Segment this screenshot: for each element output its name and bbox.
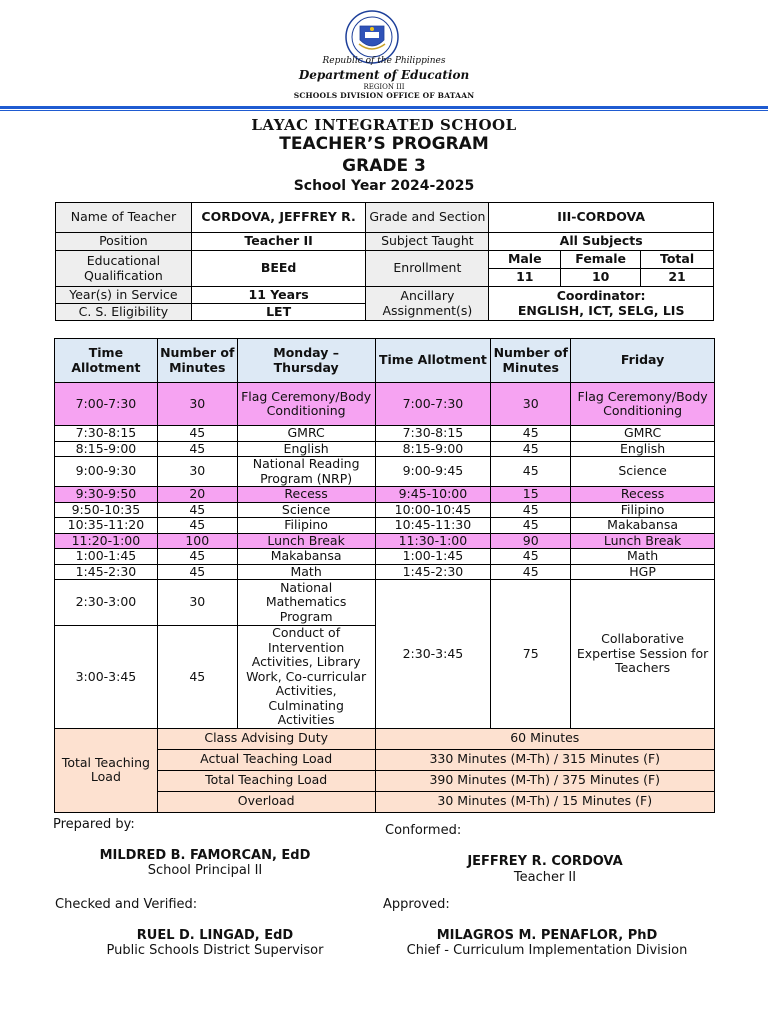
subject-cell: Lunch Break [237, 533, 375, 549]
time-cell: 10:00-10:45 [375, 502, 491, 518]
time-cell: 8:15-9:00 [55, 441, 158, 457]
minutes-cell: 30 [157, 383, 237, 426]
time-cell: 7:00-7:30 [375, 383, 491, 426]
ancillary-title: Coordinator: [556, 288, 646, 303]
table-row [55, 441, 715, 457]
minutes-cell: 45 [157, 564, 237, 580]
time-cell: 11:20-1:00 [55, 533, 158, 549]
eligibility-label: C. S. Eligibility [56, 304, 192, 321]
subject-cell: Math [571, 549, 715, 565]
minutes-cell: 45 [491, 564, 571, 580]
school-name: LAYAC INTEGRATED SCHOOL [251, 116, 517, 134]
approved-label: Approved: [383, 897, 450, 912]
minutes-cell: 100 [157, 533, 237, 549]
minutes-cell: 45 [491, 502, 571, 518]
minutes-cell: 45 [491, 549, 571, 565]
ancillary-value: ENGLISH, ICT, SELG, LIS [517, 302, 685, 318]
teacher-info-table [55, 202, 714, 321]
region-line: REGION III [363, 83, 405, 91]
grade-title: GRADE 3 [342, 156, 426, 176]
prepared-label: Prepared by: [53, 817, 135, 832]
table-row [55, 457, 715, 487]
female-value: 10 [561, 269, 641, 287]
minutes-cell: 30 [157, 457, 237, 487]
position-label: Position [56, 233, 192, 251]
years-value: 11 Years [191, 287, 366, 304]
minutes-cell: 45 [491, 426, 571, 442]
minutes-cell: 75 [491, 580, 571, 729]
position-value: Teacher II [191, 233, 366, 251]
minutes-cell: 90 [491, 533, 571, 549]
time-cell: 9:30-9:50 [55, 487, 158, 503]
total-teaching-load-label: Total Teaching Load [55, 728, 158, 812]
ancillary-value-cell [489, 287, 714, 321]
qualification-value: BEEd [191, 251, 366, 287]
totals-row-value: 330 Minutes (M-Th) / 315 Minutes (F) [375, 749, 714, 770]
time-cell: 11:30-1:00 [375, 533, 491, 549]
time-cell: 9:00-9:30 [55, 457, 158, 487]
minutes-cell: 30 [157, 580, 237, 626]
time-cell: 3:00-3:45 [55, 626, 158, 729]
total-label: Total [641, 251, 714, 269]
subject-label: Subject Taught [366, 233, 489, 251]
division-line: SCHOOLS DIVISION OFFICE OF BATAAN [293, 91, 475, 100]
time-cell: 2:30-3:00 [55, 580, 158, 626]
time-cell: 7:30-8:15 [375, 426, 491, 442]
minutes-cell: 45 [157, 518, 237, 534]
time-cell: 1:00-1:45 [375, 549, 491, 565]
subject-cell: Conduct of Intervention Activities, Library Work, Co-curricular Activities, Culminating Activities [237, 626, 375, 729]
minutes-cell: 45 [157, 502, 237, 518]
minutes-cell: 20 [157, 487, 237, 503]
total-value: 21 [641, 269, 714, 287]
male-label: Male [489, 251, 561, 269]
table-row [55, 383, 715, 426]
time-cell: 8:15-9:00 [375, 441, 491, 457]
header-monday-thursday: Monday – Thursday [237, 339, 375, 383]
table-row [55, 518, 715, 534]
header-time-mth: Time Allotment [55, 339, 158, 383]
minutes-cell: 45 [491, 457, 571, 487]
subject-cell: Lunch Break [571, 533, 715, 549]
ancillary-label: Ancillary Assignment(s) [366, 287, 489, 321]
minutes-cell: 45 [491, 441, 571, 457]
subject-cell: Makabansa [237, 549, 375, 565]
years-label: Year(s) in Service [56, 287, 192, 304]
male-value: 11 [489, 269, 561, 287]
time-cell: 7:30-8:15 [55, 426, 158, 442]
header-minutes-fri: Number of Minutes [491, 339, 571, 383]
subject-cell: GMRC [237, 426, 375, 442]
subject-cell: Math [237, 564, 375, 580]
subject-cell: Science [571, 457, 715, 487]
time-cell: 10:45-11:30 [375, 518, 491, 534]
conformed-label: Conformed: [385, 823, 462, 838]
department-line: Department of Education [298, 68, 470, 82]
enrollment-label: Enrollment [366, 251, 489, 287]
school-year: School Year 2024-2025 [293, 178, 475, 194]
qualification-label: Educational Qualification [56, 251, 192, 287]
totals-row-label: Class Advising Duty [157, 728, 375, 749]
subject-cell: Filipino [571, 502, 715, 518]
minutes-cell: 45 [491, 518, 571, 534]
table-row [55, 533, 715, 549]
program-title: TEACHER’S PROGRAM [279, 134, 489, 154]
minutes-cell: 45 [157, 549, 237, 565]
time-cell: 1:45-2:30 [55, 564, 158, 580]
minutes-cell: 45 [157, 626, 237, 729]
approved-position: Chief - Curriculum Implementation Division [406, 943, 688, 958]
subject-cell: Flag Ceremony/Body Conditioning [571, 383, 715, 426]
subject-cell: HGP [571, 564, 715, 580]
time-cell: 1:00-1:45 [55, 549, 158, 565]
header-friday: Friday [571, 339, 715, 383]
minutes-cell: 45 [157, 441, 237, 457]
republic-line: Republic of the Philippines [322, 56, 446, 66]
table-row [55, 564, 715, 580]
minutes-cell: 15 [491, 487, 571, 503]
approved-name: MILAGROS M. PENAFLOR, PhD [436, 928, 658, 943]
checked-label: Checked and Verified: [55, 897, 198, 912]
header-minutes-mth: Number of Minutes [157, 339, 237, 383]
checked-name: RUEL D. LINGAD, EdD [136, 928, 294, 943]
time-cell: 9:45-10:00 [375, 487, 491, 503]
subject-cell: Recess [571, 487, 715, 503]
subject-cell: Recess [237, 487, 375, 503]
header-divider [0, 106, 768, 109]
grade-section-value: III-CORDOVA [489, 203, 714, 233]
eligibility-value: LET [191, 304, 366, 321]
time-cell: 10:35-11:20 [55, 518, 158, 534]
subject-value: All Subjects [489, 233, 714, 251]
header-divider-thin [0, 110, 768, 111]
totals-row-value: 30 Minutes (M-Th) / 15 Minutes (F) [375, 791, 714, 812]
table-row [55, 580, 715, 626]
conformed-name: JEFFREY R. CORDOVA [467, 854, 623, 869]
grade-section-label: Grade and Section [366, 203, 489, 233]
totals-row-label: Actual Teaching Load [157, 749, 375, 770]
totals-row-label: Total Teaching Load [157, 770, 375, 791]
subject-cell: Flag Ceremony/Body Conditioning [237, 383, 375, 426]
conformed-position: Teacher II [513, 870, 577, 885]
name-value: CORDOVA, JEFFREY R. [191, 203, 366, 233]
table-row [55, 502, 715, 518]
minutes-cell: 45 [157, 426, 237, 442]
prepared-name: MILDRED B. FAMORCAN, EdD [99, 848, 311, 863]
prepared-position: School Principal II [147, 863, 263, 878]
subject-cell: National Reading Program (NRP) [237, 457, 375, 487]
totals-row-value: 390 Minutes (M-Th) / 375 Minutes (F) [375, 770, 714, 791]
time-cell: 9:00-9:45 [375, 457, 491, 487]
subject-cell: Filipino [237, 518, 375, 534]
table-row [55, 487, 715, 503]
totals-row-value: 60 Minutes [375, 728, 714, 749]
subject-cell: Science [237, 502, 375, 518]
time-cell: 1:45-2:30 [375, 564, 491, 580]
header-time-fri: Time Allotment [375, 339, 491, 383]
time-cell: 7:00-7:30 [55, 383, 158, 426]
subject-cell: Collaborative Expertise Session for Teachers [571, 580, 715, 729]
subject-cell: GMRC [571, 426, 715, 442]
table-row [55, 426, 715, 442]
female-label: Female [561, 251, 641, 269]
time-cell: 9:50-10:35 [55, 502, 158, 518]
checked-position: Public Schools District Supervisor [106, 943, 324, 958]
schedule-table [54, 338, 715, 813]
subject-cell: English [571, 441, 715, 457]
table-row [55, 549, 715, 565]
subject-cell: National Mathematics Program [237, 580, 375, 626]
totals-row-label: Overload [157, 791, 375, 812]
name-label: Name of Teacher [56, 203, 192, 233]
minutes-cell: 30 [491, 383, 571, 426]
time-cell: 2:30-3:45 [375, 580, 491, 729]
subject-cell: Makabansa [571, 518, 715, 534]
subject-cell: English [237, 441, 375, 457]
